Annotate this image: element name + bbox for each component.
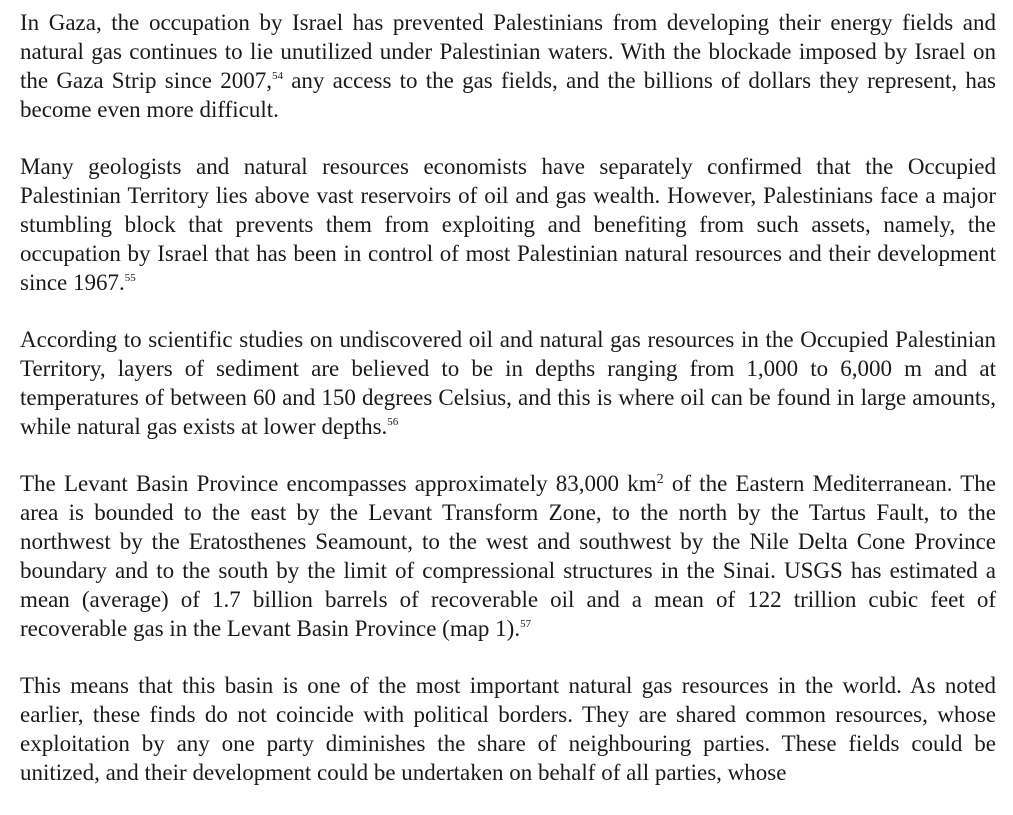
unit-superscript: 2 [656,472,664,487]
paragraph-geologists [20,152,996,297]
paragraph-scientific-studies [20,325,996,441]
paragraph-basin-importance [20,671,996,787]
footnote-marker[interactable]: 55 [124,272,136,284]
paragraph-text: Many geologists and natural resources economists have separately confirmed that the Occupied Palestinian Territory lies above vast reservoirs of oil and gas wealth. However, Palestinians face a major stumbling block that prevents them from exploiting and benefiting from such assets, namely, the occupation by Israel that has been in control of most Palestinian natural resources and their development since 1967. [20,154,996,295]
footnote-marker[interactable]: 54 [272,70,283,82]
paragraph-text: In Gaza, the occupation by Israel has prevented Palestinians from developing their energy fields and natural gas continues to lie unutilized under Palestinian waters. With the blockade imposed by Israel on the Gaza Strip since 2007, [20,10,996,93]
paragraph-text: This means that this basin is one of the most important natural gas resources in the world. As noted earlier, these finds do not coincide with political borders. They are shared common resources, whose exploitation by any one party diminishes the share of neighbouring parties. These fields could be unitized, and their development could be undertaken on behalf of all parties, whose [20,673,996,785]
paragraph-text: of the Eastern Mediterranean. The area is bounded to the east by the Levant Transform Zone, to the north by the Tartus Fault, to the northwest by the Eratosthenes Seamount, to the west and southwest by the Nile Delta Cone Province boundary and to the south by the limit of compressional structures in the Sinai. USGS has estimated a mean (average) of 1.7 billion barrels of recoverable oil and a mean of 122 trillion cubic feet of recoverable gas in the Levant Basin Province (map 1). [20,471,996,641]
document-page [20,8,996,815]
paragraph-text: According to scientific studies on undiscovered oil and natural gas resources in the Occupied Palestinian Territory, layers of sediment are believed to be in depths ranging from 1,000 to 6,000 m and at temperatures of between 60 and 150 degrees Celsius, and this is where oil can be found in large amounts, while natural gas exists at lower depths. [20,327,996,439]
paragraph-text: The Levant Basin Province encompasses approximately 83,000 km [20,471,657,496]
paragraph-levant-basin [20,469,996,643]
footnote-marker[interactable]: 56 [387,416,399,428]
paragraph-gaza [20,8,996,124]
paragraph-text: any access to the gas fields, and the billions of dollars they represent, has become even more difficult. [20,68,997,122]
footnote-marker[interactable]: 57 [520,618,532,630]
